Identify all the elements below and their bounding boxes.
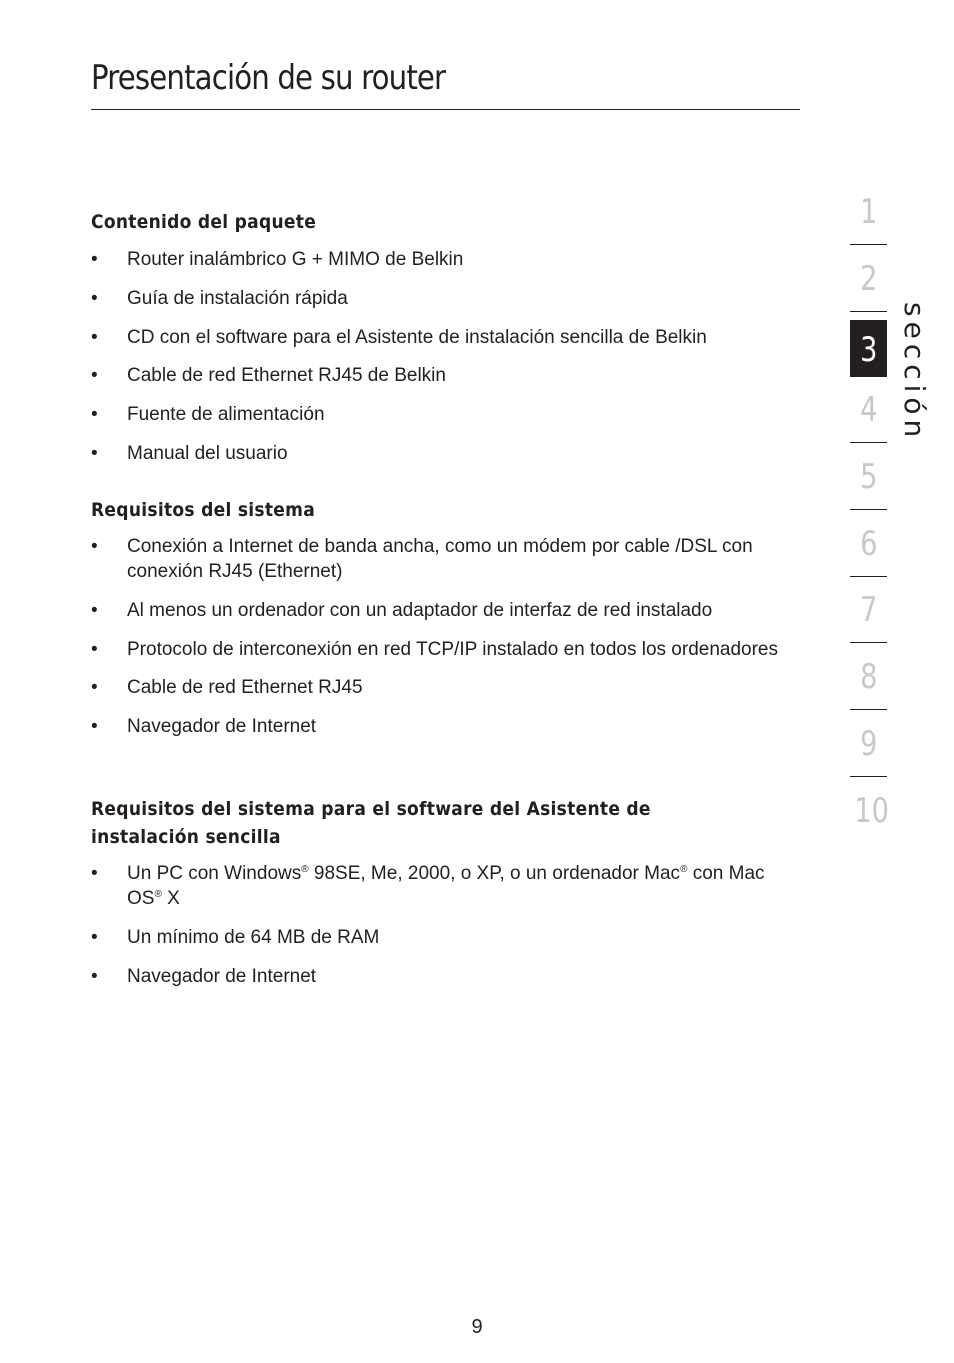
list-item: • Conexión a Internet de banda ancha, como un módem por cable /DSL con conexión RJ45 (Ethernet) <box>91 536 753 582</box>
section-tab-9[interactable]: 9 <box>850 712 887 777</box>
bullet-icon: • <box>91 716 98 738</box>
list-item: • Al menos un ordenador con un adaptador de interfaz de red instalado <box>91 599 713 621</box>
registered-mark: ® <box>680 864 688 875</box>
bullet-icon: • <box>91 638 98 660</box>
list-item: • Cable de red Ethernet RJ45 de Belkin <box>91 365 446 387</box>
bullet-icon: • <box>91 326 98 348</box>
heading-system-requirements: Requisitos del sistema <box>91 499 316 521</box>
bullet-icon: • <box>91 365 98 387</box>
section-label: sección <box>898 302 931 443</box>
section-tab-10[interactable]: 10 <box>854 790 889 831</box>
list-item: • Fuente de alimentación <box>91 404 325 426</box>
bullet-icon: • <box>91 404 98 426</box>
bullet-icon: • <box>91 249 98 270</box>
bullet-icon: • <box>91 677 98 699</box>
bullet-icon: • <box>91 926 98 948</box>
list-item: • CD con el software para el Asistente de instalación sencilla de Belkin <box>91 326 707 348</box>
system-requirements-list <box>91 534 800 753</box>
list-item: • Cable de red Ethernet RJ45 <box>91 677 363 699</box>
list-item: • Protocolo de interconexión en red TCP/IP instalado en todos los ordenadores <box>91 638 778 660</box>
package-contents-list <box>91 247 800 480</box>
list-item: • Un PC con Windows® 98SE, Me, 2000, o XP, o un ordenador Mac® con Mac OS® X <box>91 863 765 909</box>
bullet-icon: • <box>91 536 98 557</box>
heading-line-2: instalación sencilla <box>91 826 281 848</box>
section-tab-6[interactable]: 6 <box>850 512 887 577</box>
list-item: • Navegador de Internet <box>91 965 317 987</box>
heading-package-contents: Contenido del paquete <box>91 211 317 233</box>
bullet-icon: • <box>91 442 98 464</box>
bullet-icon: • <box>91 599 98 621</box>
page-title: Presentación de su router <box>91 58 446 98</box>
section-tab-nav <box>850 180 887 844</box>
section-tab-4[interactable]: 4 <box>850 378 887 443</box>
list-item: • Router inalámbrico G + MIMO de Belkin <box>91 249 464 270</box>
section-tab-2[interactable]: 2 <box>850 247 887 312</box>
bullet-icon: • <box>91 965 98 987</box>
list-item: • Un mínimo de 64 MB de RAM <box>91 926 380 948</box>
title-divider <box>91 109 800 110</box>
section-tab-1[interactable]: 1 <box>850 180 887 245</box>
page-number: 9 <box>471 1316 483 1338</box>
heading-easy-install-requirements <box>91 795 802 851</box>
section-tab-5[interactable]: 5 <box>850 445 887 510</box>
registered-mark: ® <box>301 864 309 875</box>
section-tab-3-active[interactable]: 3 <box>850 320 887 377</box>
easy-install-requirements-list <box>91 861 800 1002</box>
registered-mark: ® <box>154 889 162 900</box>
list-item: • Manual del usuario <box>91 442 288 464</box>
bullet-icon: • <box>91 863 98 884</box>
bullet-icon: • <box>91 287 98 309</box>
heading-line-1: Requisitos del sistema para el software del Asistente de <box>91 798 651 820</box>
list-item: • Navegador de Internet <box>91 716 317 738</box>
section-tab-7[interactable]: 7 <box>850 578 887 643</box>
list-item: • Guía de instalación rápida <box>91 287 348 309</box>
section-tab-8[interactable]: 8 <box>850 645 887 710</box>
